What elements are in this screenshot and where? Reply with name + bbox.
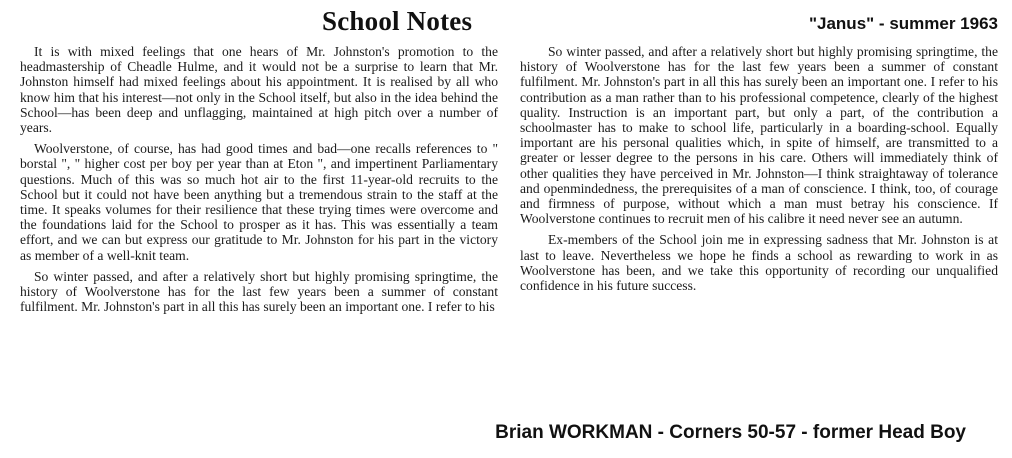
page-title: School Notes (322, 6, 473, 36)
paragraph: Woolverstone, of course, has had good times and bad—one recalls references to " borstal ", " higher cost per boy per year than at Eton ", and impertinent Parliamentary questions. Much of this was so much hot air to the first 11-year-old recruits to the School but it could not have been anything but a tremendous strain to the staff at the time. It speaks volumes for their resilience that these trying times were overcome and the foundations laid for the School to prosper as it has. This was essentially a team effort, and we can but express our gratitude to Mr. Johnston for his part in the victory as member of a well-knit team. (20, 141, 498, 263)
paragraph: So winter passed, and after a relatively short but highly promising springtime, the history of Woolverstone has for the last few years been a summer of constant fulfilment. Mr. Johnston's part in all this has surely been an important one. I refer to his contribution as a man rather than to his professional competence, clearly of the highest quality. Instruction is an important part, but only a part, of the contribution a schoolmaster has to make to school life, particularly in a boarding-school. Equally important are his personal qualities which, in spite of himself, are transmitted to a greater or lesser degree to the persons in his care. Others will immediately think of other qualities they have perceived in Mr. Johnston—I think straightaway of tolerance and openmindedness, the prerequisites of a man of conscience. I think, too, of courage and firmness of purpose, without which a man must betray his conscience. If Woolverstone continues to recruit men of his calibre it need never see an autumn. (520, 44, 998, 227)
credit-caption: Brian WORKMAN - Corners 50-57 - former Head Boy (495, 422, 966, 443)
paragraph: Ex-members of the School join me in expressing sadness that Mr. Johnston is at last to leave. Nevertheless we hope he finds a school as rewarding to work in as Woolverstone has been, and we take this opportunity of recording our unqualified confidence in his future success. (520, 232, 998, 294)
source-caption: "Janus" - summer 1963 (808, 14, 998, 33)
paragraph: So winter passed, and after a relatively short but highly promising springtime, the history of Woolverstone has for the last few years been a summer of constant fulfilment. Mr. Johnston's part in all this has surely been an important one. I refer to his (20, 268, 498, 315)
article-left-column (20, 44, 498, 320)
article-right-column (520, 44, 998, 299)
paragraph: It is with mixed feelings that one hears of Mr. Johnston's promotion to the headmastership of Cheadle Hulme, and it would not be a surprise to learn that Mr. Johnston himself had mixed feelings about his appointment. It is realised by all who know him that his interest—not only in the School itself, but also in the idea behind the School—has been deep and unflagging, maintained at high pitch over a number of years. (20, 44, 498, 136)
